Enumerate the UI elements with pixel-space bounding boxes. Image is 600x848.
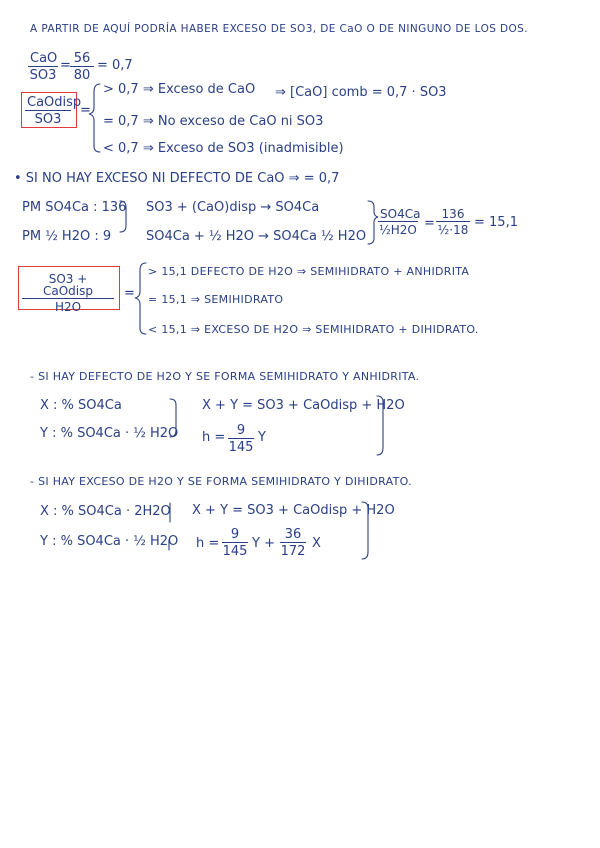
ratio-cao-so3: CaO SO3 — [29, 51, 58, 83]
excess-title: - SI HAY EXCESO DE H2O Y SE FORMA SEMIHIDRATO Y DIHIDRATO. — [30, 475, 412, 488]
excess-eq1: X + Y = SO3 + CaOdisp + H2O — [192, 503, 395, 518]
cao-case-excess: > 0,7 ⇒ Exceso de CaO — [103, 82, 256, 97]
water-case-excess: < 15,1 ⇒ EXCESO DE H2O ⇒ SEMIHIDRATO + DIHIDRATO. — [148, 323, 479, 336]
defect-eq1: X + Y = SO3 + CaOdisp + H2O — [202, 398, 405, 413]
defect-eq2-y: Y — [258, 430, 266, 445]
reaction-2: SO4Ca + ½ H2O → SO4Ca ½ H2O — [146, 229, 367, 244]
excess-eq2-y-plus: Y + — [252, 536, 275, 551]
water-case-defect: > 15,1 DEFECTO DE H2O ⇒ SEMIHIDRATO + ANHIDRITA — [148, 265, 470, 278]
no-defect-line: • SI NO HAY EXCESO NI DEFECTO DE CaO ⇒ = 0,7 — [14, 171, 340, 186]
defect-y-def: Y : % SO4Ca · ½ H2O — [40, 426, 179, 441]
excess-fraction-9-145: $\frac{9}{145}$ — [222, 527, 248, 559]
cao-case-equal: = 0,7 ⇒ No exceso de CaO ni SO3 — [103, 114, 324, 129]
defect-x-def: X : % SO4Ca — [40, 398, 122, 413]
water-case-equal: = 15,1 ⇒ SEMIHIDRATO — [148, 293, 284, 306]
cao-disp-fraction: CaOdisp SO3 — [27, 95, 82, 127]
excess-fraction-36-172: $\frac{36}{172}$ — [280, 527, 306, 559]
excess-eq2-h: h = — [196, 536, 220, 551]
ratio-result: = 0,7 — [97, 58, 133, 73]
fraction-136-9: $\frac{136}{\text{½·18}}$ — [437, 207, 469, 237]
handwritten-notes-page: A PARTIR DE AQUÍ PODRÍA HABER EXCESO DE SO3, DE CaO O DE NINGUNO DE LOS DOS. CaO SO3 = $\frac{56}{80}$ = 0,7 CaOdisp SO3 = > 0,7 ⇒ Exceso de CaO ⇒ [CaO] comb = 0,7 · SO3 = 0,7 ⇒ No exceso de CaO ni SO3 < 0,7 ⇒ Exceso de SO3 (inadmisible) • SI NO HAY EXCESO NI DEFECTO DE CaO ⇒ = 0,7 PM SO4Ca : 136 PM ½ H2O : 9 SO3 + (CaO)disp → SO4Ca SO4Ca + ½ H2O → SO4Ca ½ H2O $\frac{SO4Ca}{\text{½H2O}}$ = $\frac{136}{\text{½·18}}$ = 15,1 SO3 + CaOdisp H2O = > 15,1 DEFECTO DE H2O ⇒ SEMIHIDRATO + ANHIDRITA = 15,1 ⇒ SEMIHIDRATO < 15,1 ⇒ EXCESO DE H2O ⇒ SEMIHIDRATO + DIHIDRATO. - SI HAY DEFECTO DE H2O Y SE FORMA SEMIHIDRATO Y ANHIDRITA. X : % SO4Ca Y : % SO4Ca · ½ H2O X + Y = SO3 + CaOdisp + H2O h = $\frac{9}{145}$ Y - SI HAY EXCESO DE H2O Y SE FORMA SEMIHIDRATO Y DIHIDRATO. X : % SO4Ca · 2H2O Y : % SO4Ca · ½ H2O X + Y = SO3 + CaOdisp + H2O h = $\frac{9}{145}$ Y + $\frac{36}{172}$ X — [0, 0, 600, 848]
pm-so4ca: PM SO4Ca : 136 — [22, 200, 127, 215]
ratio-56-80: $\frac{56}{80}$ — [70, 52, 94, 82]
reaction-1: SO3 + (CaO)disp → SO4Ca — [146, 200, 320, 215]
defect-fraction-9-145: $\frac{9}{145}$ — [228, 423, 254, 455]
water-ratio-fraction: SO3 + CaOdisp H2O — [22, 273, 114, 313]
fraction-so4ca-h2o: $\frac{SO4Ca}{\text{½H2O}}$ — [379, 207, 421, 237]
excess-eq2-x: X — [312, 536, 321, 551]
cao-case-inadmissible: < 0,7 ⇒ Exceso de SO3 (inadmisible) — [103, 141, 344, 156]
cao-comb-formula: ⇒ [CaO] comb = 0,7 · SO3 — [275, 85, 447, 100]
defect-title: - SI HAY DEFECTO DE H2O Y SE FORMA SEMIHIDRATO Y ANHIDRITA. — [30, 370, 420, 383]
pm-half-h2o: PM ½ H2O : 9 — [22, 229, 112, 244]
pm-result: = 15,1 — [474, 215, 518, 230]
defect-eq2-h: h = — [202, 430, 226, 445]
page-heading: A PARTIR DE AQUÍ PODRÍA HABER EXCESO DE SO3, DE CaO O DE NINGUNO DE LOS DOS. — [30, 23, 528, 35]
excess-y-def: Y : % SO4Ca · ½ H2O — [40, 534, 179, 549]
excess-x-def: X : % SO4Ca · 2H2O — [40, 504, 171, 519]
